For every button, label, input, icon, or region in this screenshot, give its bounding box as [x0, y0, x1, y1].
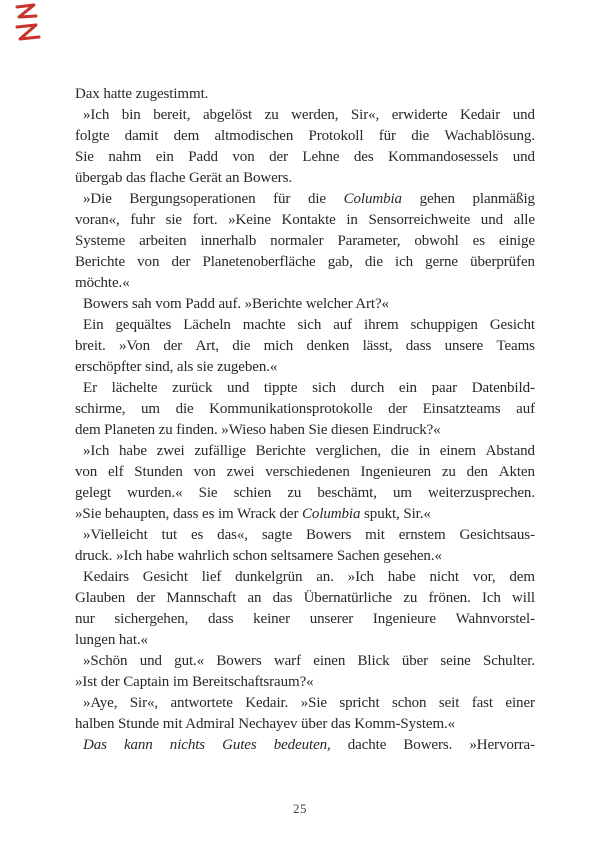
word: Teams: [496, 338, 535, 354]
word: und: [480, 212, 503, 228]
word: »Aye,: [83, 695, 118, 711]
text-line: [75, 126, 535, 147]
word: »Vielleicht: [83, 527, 148, 543]
word: in: [346, 212, 358, 228]
word: keiner: [253, 611, 291, 627]
text-line: [75, 693, 535, 714]
word: habe: [119, 443, 147, 459]
word: folgte: [75, 128, 110, 144]
text-line: [75, 546, 535, 567]
word: Kommunikationsprotokolle: [209, 401, 373, 417]
word: und: [512, 107, 535, 123]
word: kann: [123, 737, 153, 753]
text-segment: lungen hat.«: [75, 632, 148, 648]
word: Sie: [75, 149, 94, 165]
text-segment: übergab das flache Gerät an Bowers.: [75, 170, 292, 186]
word: des: [353, 149, 374, 165]
text-line: [75, 294, 535, 315]
word: nahm: [108, 149, 142, 165]
word: Gesicht: [489, 317, 535, 333]
word: einem: [439, 443, 476, 459]
red-pen-stroke: [17, 25, 39, 39]
word: die: [232, 338, 251, 354]
word: zu: [264, 107, 279, 123]
text-line: [75, 441, 535, 462]
word: sich: [297, 317, 322, 333]
word: abgelöst: [202, 107, 253, 123]
word: »Sie: [300, 695, 327, 711]
word: warf: [273, 653, 301, 669]
word: habe: [387, 569, 416, 585]
word: überprüfen: [470, 254, 535, 270]
word: tippte: [263, 380, 298, 396]
text-line: [75, 273, 535, 294]
page-footer: [0, 801, 600, 817]
word: will: [512, 590, 535, 606]
word: der: [388, 401, 408, 417]
word: sie: [165, 212, 182, 228]
word: erwiderte: [391, 107, 448, 123]
word: Sie: [198, 485, 218, 501]
word: Schulter.: [482, 653, 535, 669]
word: sichergehen,: [114, 611, 189, 627]
word: frönen.: [428, 590, 471, 606]
text-line: [75, 609, 535, 630]
word: und: [512, 149, 535, 165]
word: Kedair: [459, 107, 501, 123]
word: »Hervorra-: [469, 737, 535, 753]
word: Wahnvorstel-: [455, 611, 535, 627]
word: Padd: [188, 149, 218, 165]
text-segment: möchte.«: [75, 275, 130, 291]
text-line: [75, 525, 535, 546]
word: Lehne: [302, 149, 340, 165]
word: Systeme: [75, 233, 126, 249]
word: zufällige: [194, 443, 246, 459]
text-line: [75, 210, 535, 231]
text-line: [75, 189, 535, 210]
word: Sir«,: [129, 695, 159, 711]
word: Abstand: [485, 443, 535, 459]
word: Einsatzteams: [422, 401, 501, 417]
word: obwohl: [414, 233, 459, 249]
word: vor,: [472, 569, 496, 585]
word: das: [272, 590, 293, 606]
word: dachte: [347, 737, 387, 753]
word: Sir«,: [350, 107, 380, 123]
word: elf: [107, 464, 124, 480]
text-segment: Columbia: [302, 506, 361, 522]
word: weiterzusprechen.: [427, 485, 535, 501]
text-line: [75, 735, 535, 756]
word: fort.: [192, 212, 218, 228]
text-segment: spukt, Sir.«: [360, 506, 431, 522]
word: sich: [312, 380, 336, 396]
word: schien: [233, 485, 272, 501]
word: ein: [155, 149, 174, 165]
word: »Ich: [83, 443, 110, 459]
word: Kontakte: [281, 212, 336, 228]
word: mit: [365, 527, 385, 543]
word: Stunden: [134, 464, 183, 480]
word: zwei: [226, 464, 255, 480]
word: dunkelgrün: [235, 569, 303, 585]
word: für: [378, 128, 396, 144]
word: Datenbild-: [471, 380, 535, 396]
word: ich: [395, 254, 414, 270]
word: sagte: [261, 527, 293, 543]
word: dem: [173, 128, 200, 144]
word: innerhalb: [200, 233, 257, 249]
word: ernstem: [398, 527, 446, 543]
word: gequältes: [115, 317, 172, 333]
text-line: [75, 420, 535, 441]
text-line: [75, 252, 535, 273]
text-line: [75, 105, 535, 126]
word: wurden.«: [127, 485, 183, 501]
word: Planetenoberfläche: [202, 254, 316, 270]
text-line: [75, 504, 535, 525]
word: über: [401, 653, 429, 669]
word: bedeuten,: [273, 737, 331, 753]
text-segment: Bowers sah vom Padd auf. »Berichte welcher Art?«: [83, 296, 389, 312]
word: Bowers.: [403, 737, 453, 753]
text-line: [75, 567, 535, 588]
word: es: [472, 233, 485, 249]
word: Gesicht: [142, 569, 188, 585]
word: Bowers: [216, 653, 262, 669]
word: Sensorreichweite: [368, 212, 471, 228]
text-segment: halben Stunde mit Admiral Nechayev über das Komm-System.«: [75, 716, 456, 732]
text-line: [75, 336, 535, 357]
word: »Ich: [83, 107, 110, 123]
word: lässt,: [362, 338, 393, 354]
red-pen-marks-icon: [14, 2, 44, 44]
text-line: [75, 651, 535, 672]
word: bin: [121, 107, 141, 123]
word: Mannschaft: [166, 590, 237, 606]
word: durch: [350, 380, 385, 396]
word: dass: [405, 338, 432, 354]
word: verschiedenen: [265, 464, 350, 480]
word: Kommandosessels: [388, 149, 499, 165]
word: »Die: [83, 191, 112, 207]
word: Bergungsoperationen: [129, 191, 256, 207]
word: Columbia: [343, 191, 402, 207]
word: nichts: [169, 737, 206, 753]
text-line: [75, 672, 535, 693]
text-line: [75, 588, 535, 609]
word: unsere: [444, 338, 484, 354]
text-line: [75, 147, 535, 168]
text-line: [75, 630, 535, 651]
word: Gesichtsaus-: [459, 527, 535, 543]
word: die: [364, 254, 383, 270]
text-line: [75, 483, 535, 504]
word: schuppigen: [410, 317, 478, 333]
word: zurück: [172, 380, 213, 396]
word: antwortete: [170, 695, 233, 711]
word: beschämt,: [317, 485, 377, 501]
word: und: [227, 380, 250, 396]
text-line: [75, 462, 535, 483]
word: zu: [441, 464, 456, 480]
word: Berichte: [75, 254, 126, 270]
word: breit.: [75, 338, 106, 354]
word: ein: [398, 380, 417, 396]
word: altmodischen: [214, 128, 294, 144]
word: Er: [83, 380, 97, 396]
word: schon: [391, 695, 427, 711]
text-line: [75, 357, 535, 378]
word: der: [163, 338, 183, 354]
text-segment: dem Planeten zu finden. »Wieso haben Sie diesen Eindruck?«: [75, 422, 441, 438]
word: arbeiten: [139, 233, 187, 249]
word: denken: [306, 338, 350, 354]
word: mich: [263, 338, 294, 354]
word: von: [137, 254, 160, 270]
text-line: [75, 714, 535, 735]
word: verglichen,: [315, 443, 382, 459]
word: voran«,: [75, 212, 120, 228]
word: dass: [208, 611, 234, 627]
word: um: [141, 401, 160, 417]
text-segment: »Ist der Captain im Bereitschaftsraum?«: [75, 674, 314, 690]
text-line: [75, 378, 535, 399]
word: Bowers: [306, 527, 352, 543]
word: von: [75, 464, 98, 480]
word: paar: [431, 380, 458, 396]
word: Ingenieure: [372, 611, 436, 627]
word: zwei: [156, 443, 185, 459]
word: Gutes: [222, 737, 257, 753]
word: fast: [471, 695, 493, 711]
word: gab,: [327, 254, 353, 270]
text-block: [75, 84, 535, 756]
word: für: [273, 191, 291, 207]
word: einige: [498, 233, 535, 249]
word: lief: [201, 569, 222, 585]
word: ihrem: [364, 317, 399, 333]
word: gehen: [419, 191, 455, 207]
word: »Schön: [83, 653, 128, 669]
word: Ich: [481, 590, 501, 606]
word: Ingenieuren: [360, 464, 432, 480]
word: der: [171, 254, 191, 270]
word: Das: [83, 737, 107, 753]
word: damit: [124, 128, 159, 144]
word: dem: [509, 569, 535, 585]
word: seit: [438, 695, 460, 711]
word: Blick: [357, 653, 390, 669]
word: in: [418, 443, 431, 459]
word: Ein: [83, 317, 104, 333]
word: von: [232, 149, 255, 165]
word: seine: [440, 653, 471, 669]
word: alle: [513, 212, 535, 228]
word: normaler: [270, 233, 324, 249]
text-line: [75, 231, 535, 252]
word: werden,: [291, 107, 339, 123]
word: schirme,: [75, 401, 126, 417]
word: Akten: [498, 464, 535, 480]
word: Berichte: [255, 443, 306, 459]
word: »Ich: [347, 569, 374, 585]
word: lächelte: [111, 380, 158, 396]
word: Glauben: [75, 590, 126, 606]
word: zu: [403, 590, 418, 606]
word: Kedair.: [245, 695, 289, 711]
word: Parameter,: [337, 233, 401, 249]
word: auf: [333, 317, 353, 333]
word: der: [136, 590, 156, 606]
word: den: [466, 464, 488, 480]
word: spricht: [339, 695, 380, 711]
word: um: [392, 485, 412, 501]
word: an: [247, 590, 262, 606]
word: einer: [505, 695, 535, 711]
word: planmäßig: [472, 191, 535, 207]
word: machte: [242, 317, 286, 333]
word: die: [175, 401, 194, 417]
text-line: [75, 168, 535, 189]
word: »Keine: [228, 212, 271, 228]
word: das«,: [217, 527, 248, 543]
text-line: [75, 84, 535, 105]
word: Kedairs: [83, 569, 129, 585]
word: gelegt: [75, 485, 112, 501]
text-line: [75, 315, 535, 336]
text-segment: erschöpfter sind, als sie zugeben.«: [75, 359, 278, 375]
word: Wachablösung.: [444, 128, 535, 144]
word: und: [139, 653, 162, 669]
word: bereit,: [153, 107, 191, 123]
word: nur: [75, 611, 95, 627]
word: es: [190, 527, 204, 543]
word: an.: [316, 569, 334, 585]
word: Art,: [195, 338, 219, 354]
word: Lächeln: [183, 317, 231, 333]
word: der: [269, 149, 288, 165]
text-segment: »Sie behaupten, dass es im Wrack der: [75, 506, 303, 522]
text-line: [75, 399, 535, 420]
word: »Von: [118, 338, 150, 354]
text-segment: Dax hatte zugestimmt.: [75, 86, 209, 102]
word: gerne: [425, 254, 458, 270]
text-segment: druck. »Ich habe wahrlich schon seltsamere Sachen gesehen.«: [75, 548, 442, 564]
word: zu: [287, 485, 302, 501]
word: Übernatürliche: [303, 590, 393, 606]
word: auf: [516, 401, 535, 417]
word: die: [307, 191, 326, 207]
word: Protokoll: [308, 128, 364, 144]
red-pen-stroke: [17, 5, 36, 17]
word: gut.«: [174, 653, 205, 669]
page-number: 25: [293, 801, 307, 816]
word: von: [193, 464, 216, 480]
word: nicht: [429, 569, 459, 585]
word: tut: [161, 527, 178, 543]
word: unserer: [309, 611, 354, 627]
word: einen: [313, 653, 346, 669]
word: fuhr: [130, 212, 155, 228]
word: die: [411, 128, 430, 144]
word: die: [390, 443, 409, 459]
